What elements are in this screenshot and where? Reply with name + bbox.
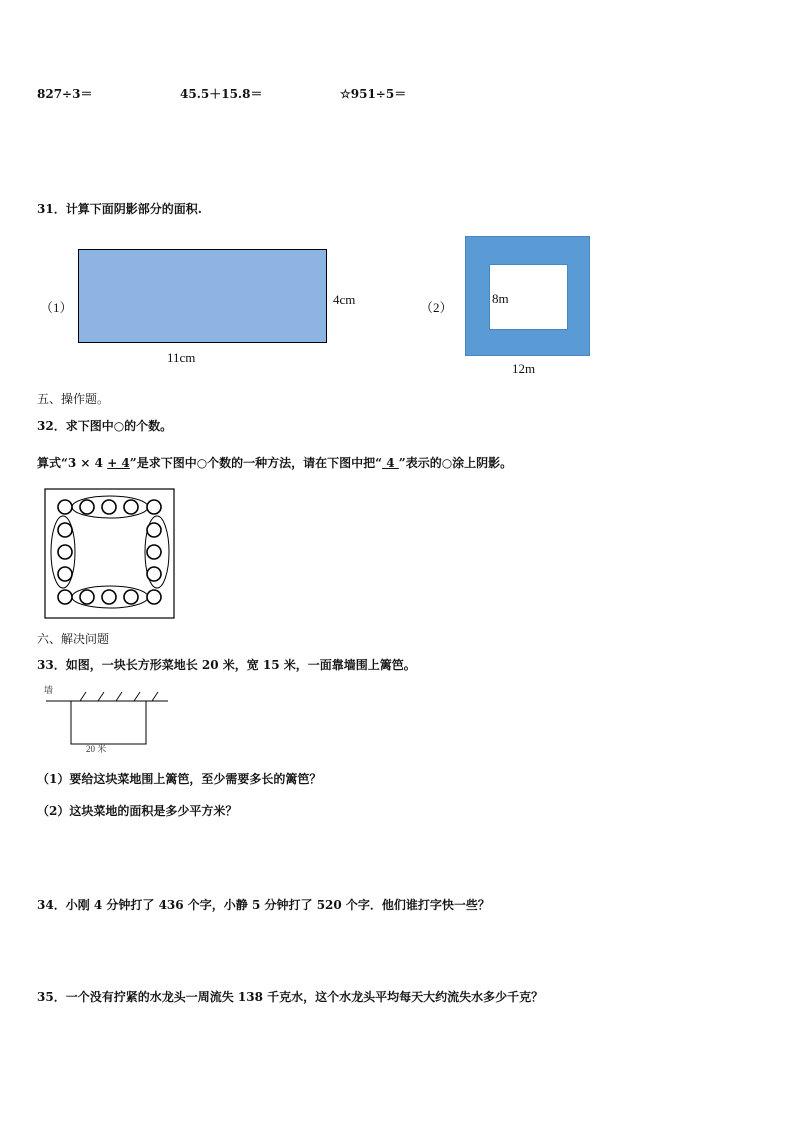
q31-fig1-label: （1） [40, 300, 73, 315]
q33-fence [71, 701, 146, 744]
q32-circle [147, 567, 161, 581]
q35-title: 35．一个没有拧紧的水龙头一周流失 138 千克水，这个水龙头平均每天大约流失水多少千克？ [37, 990, 544, 1004]
q33-sub1: （1）要给这块菜地围上篱笆，至少需要多长的篱笆？ [37, 772, 322, 786]
q32-circle [58, 545, 72, 559]
q31-fig2-outer-label: 12m [512, 361, 536, 376]
q32-circle [147, 523, 161, 537]
q32-circle [102, 500, 116, 514]
q31-shaded-rectangle [78, 249, 327, 343]
q32-circle [80, 500, 94, 514]
q31-title: 31．计算下面阴影部分的面积. [37, 202, 202, 216]
q32-circle [124, 500, 138, 514]
q32-circle [147, 590, 161, 604]
q32-circle [58, 523, 72, 537]
q31-fig2-inner-label: 8m [492, 291, 509, 306]
q33-length-label: 20 米 [86, 744, 107, 754]
q32-circle [102, 590, 116, 604]
q32-circle-figure [44, 488, 176, 620]
q32-circle [58, 590, 72, 604]
q33-garden-figure [40, 680, 175, 755]
q32-circle [58, 567, 72, 581]
q32-expr-suffix: ”表示的○涂上阴影。 [398, 456, 513, 470]
calc-item-2: 45.5＋15.8＝ [180, 87, 263, 101]
q33-sub2: （2）这块菜地的面积是多少平方米？ [37, 804, 238, 818]
q32-circle [124, 590, 138, 604]
calc-item-3: ☆951÷5＝ [340, 87, 407, 101]
q32-expr-four: 4 [382, 456, 399, 470]
q33-wall-hatch [80, 692, 86, 701]
q34-title: 34．小刚 4 分钟打了 436 个字，小静 5 分钟打了 520 个字．他们谁打字快一些？ [37, 898, 490, 912]
q32-expression [37, 454, 512, 471]
q33-title: 33．如图，一块长方形菜地长 20 米，宽 15 米，一面靠墙围上篱笆。 [37, 658, 416, 672]
calc-item-1: 827÷3＝ [37, 87, 93, 101]
q32-expr-mid: ”是求下图中○个数的一种方法，请在下图中把“ [129, 456, 383, 470]
q32-title: 32．求下图中○的个数。 [37, 419, 173, 433]
q32-circle [147, 545, 161, 559]
q33-wall-hatch [116, 692, 122, 701]
q32-circle [58, 500, 72, 514]
q32-expr-prefix: 算式“3 × 4 [37, 456, 108, 470]
q32-circle [80, 590, 94, 604]
q31-fig2-label: （2） [420, 300, 453, 315]
q32-circle [147, 500, 161, 514]
q33-wall-hatch [134, 692, 140, 701]
q33-wall-hatch [152, 692, 158, 701]
q32-expr-plus4: + 4 [107, 456, 130, 470]
section5-title: 五、操作题。 [37, 392, 110, 406]
q31-fig1-height-label: 4cm [333, 292, 356, 307]
section6-title: 六、解决问题 [37, 632, 110, 646]
q33-wall-hatch [98, 692, 104, 701]
q33-wall-label: 墙 [44, 685, 54, 695]
q31-fig1-width-label: 11cm [167, 350, 196, 365]
